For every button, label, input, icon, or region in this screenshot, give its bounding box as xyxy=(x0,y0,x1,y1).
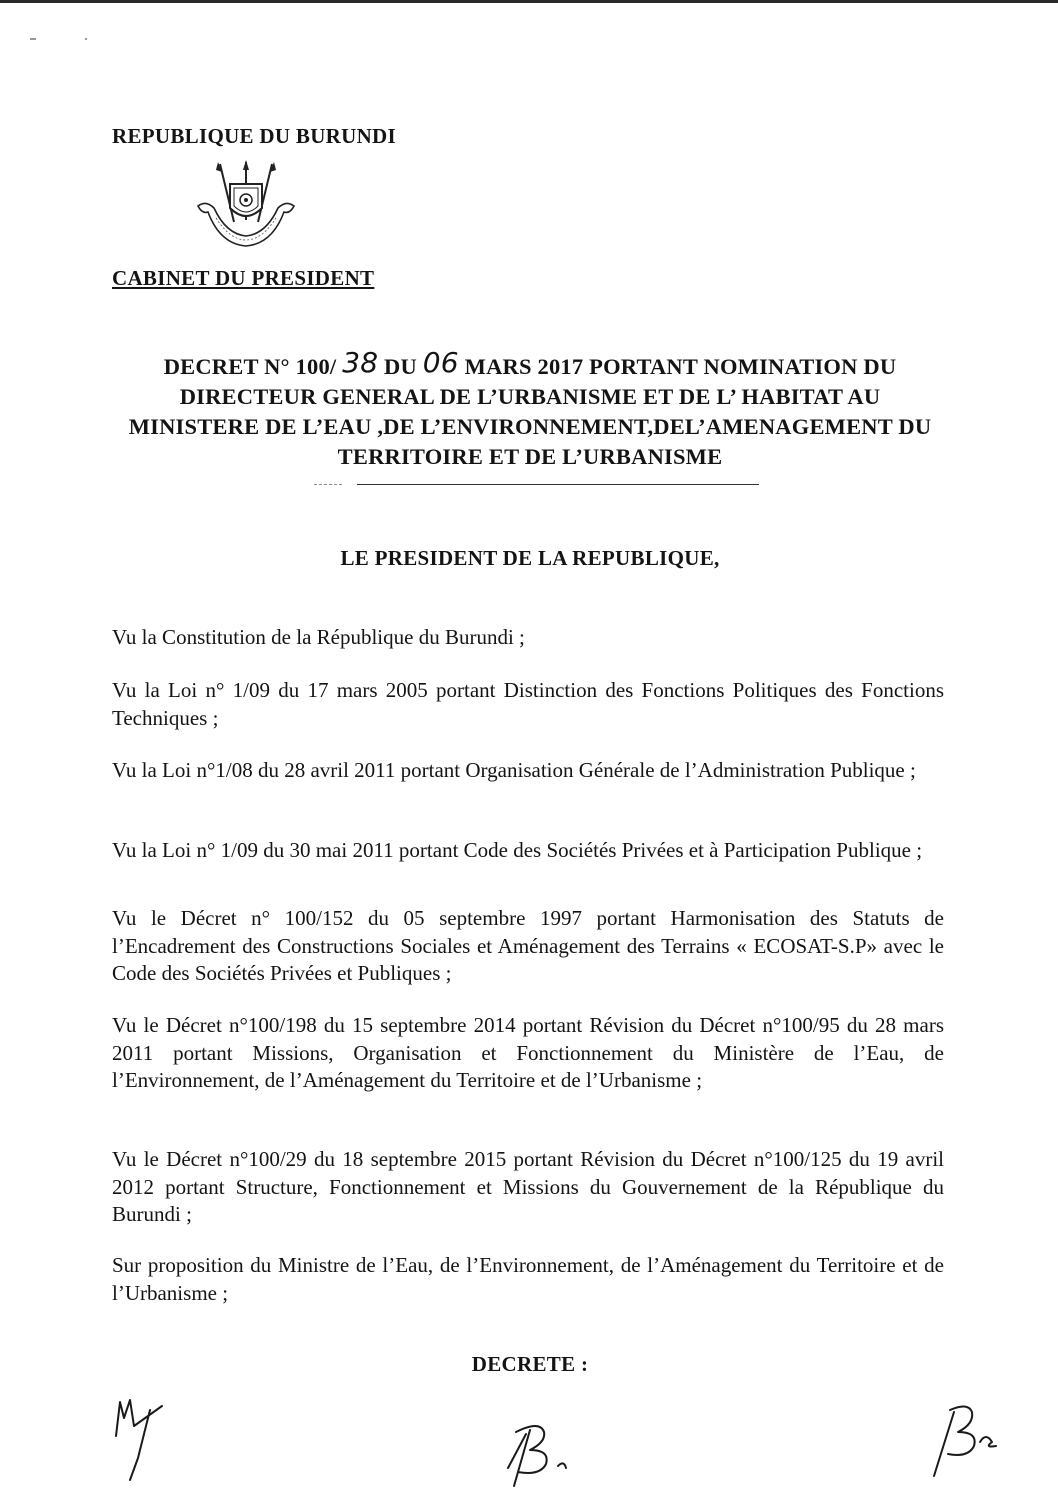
visa-paragraph: Vu la Loi n° 1/09 du 30 mai 2011 portant Code des Sociétés Privées et à Participation Publique ; xyxy=(112,838,923,862)
scan-speck xyxy=(85,38,87,40)
title-divider-dashed xyxy=(314,484,342,486)
handwritten-decree-number: 38 xyxy=(342,346,379,379)
visa-paragraph: Vu le Décret n° 100/152 du 05 septembre 1997 portant Harmonisation des Statuts de l’Encadrement des Constructions Sociales et Aménagement des Terrains « ECOSAT-S.P» avec le Code des Sociétés Privées et Publiques ; xyxy=(112,906,944,985)
decree-title-line-4: TERRITOIRE ET DE L’URBANISME xyxy=(337,444,723,469)
decree-title-line-1 xyxy=(80,346,980,382)
decree-title-line-2: DIRECTEUR GENERAL DE L’URBANISME ET DE L’ HABITAT AU xyxy=(179,384,881,409)
initials-signature-right xyxy=(920,1402,1010,1482)
decree-prefix: DECRET N° 100/ xyxy=(163,354,337,379)
scan-top-edge xyxy=(0,0,1058,3)
handwritten-day: 06 xyxy=(422,346,459,379)
visa-paragraph: Vu le Décret n°100/198 du 15 septembre 2014 portant Révision du Décret n°100/95 du 28 mars 2011 portant Missions, Organisation et Fonctionnement du Ministère de l’Eau, de l’Environnement, de l’Aménagement du Territoire et de l’Urbanisme ; xyxy=(112,1013,944,1092)
decree-date-subject: MARS 2017 PORTANT NOMINATION DU xyxy=(464,354,897,379)
initials-signature-left xyxy=(110,1396,180,1488)
decree-du: DU xyxy=(384,354,417,379)
decree-title xyxy=(80,346,980,472)
president-heading: LE PRESIDENT DE LA REPUBLIQUE, xyxy=(340,546,720,570)
visa-paragraph: Vu la Loi n° 1/09 du 17 mars 2005 portant Distinction des Fonctions Politiques des Fonctions Techniques ; xyxy=(112,678,944,730)
scan-speck xyxy=(30,38,36,40)
visa-paragraph: Vu le Décret n°100/29 du 18 septembre 2015 portant Révision du Décret n°100/125 du 19 avril 2012 portant Structure, Fonctionnement et Missions du Gouvernement de la République du Burundi ; xyxy=(112,1147,944,1226)
initials-signature-center xyxy=(500,1420,580,1492)
visa-paragraph: Vu la Constitution de la République du Burundi ; xyxy=(112,625,525,649)
country-header: REPUBLIQUE DU BURUNDI xyxy=(112,124,396,148)
decree-title-line-3: MINISTERE DE L’EAU ,DE L’ENVIRONNEMENT,DEL’AMENAGEMENT DU xyxy=(128,414,932,439)
visa-paragraph: Sur proposition du Ministre de l’Eau, de l’Environnement, de l’Aménagement du Territoire et de l’Urbanisme ; xyxy=(112,1253,944,1305)
title-divider xyxy=(357,484,759,485)
coat-of-arms-emblem xyxy=(192,160,300,252)
visa-paragraph: Vu la Loi n°1/08 du 28 avril 2011 portant Organisation Générale de l’Administration Publique ; xyxy=(112,758,916,782)
cabinet-header: CABINET DU PRESIDENT xyxy=(112,266,375,290)
decrete-heading: DECRETE : xyxy=(471,1352,589,1376)
